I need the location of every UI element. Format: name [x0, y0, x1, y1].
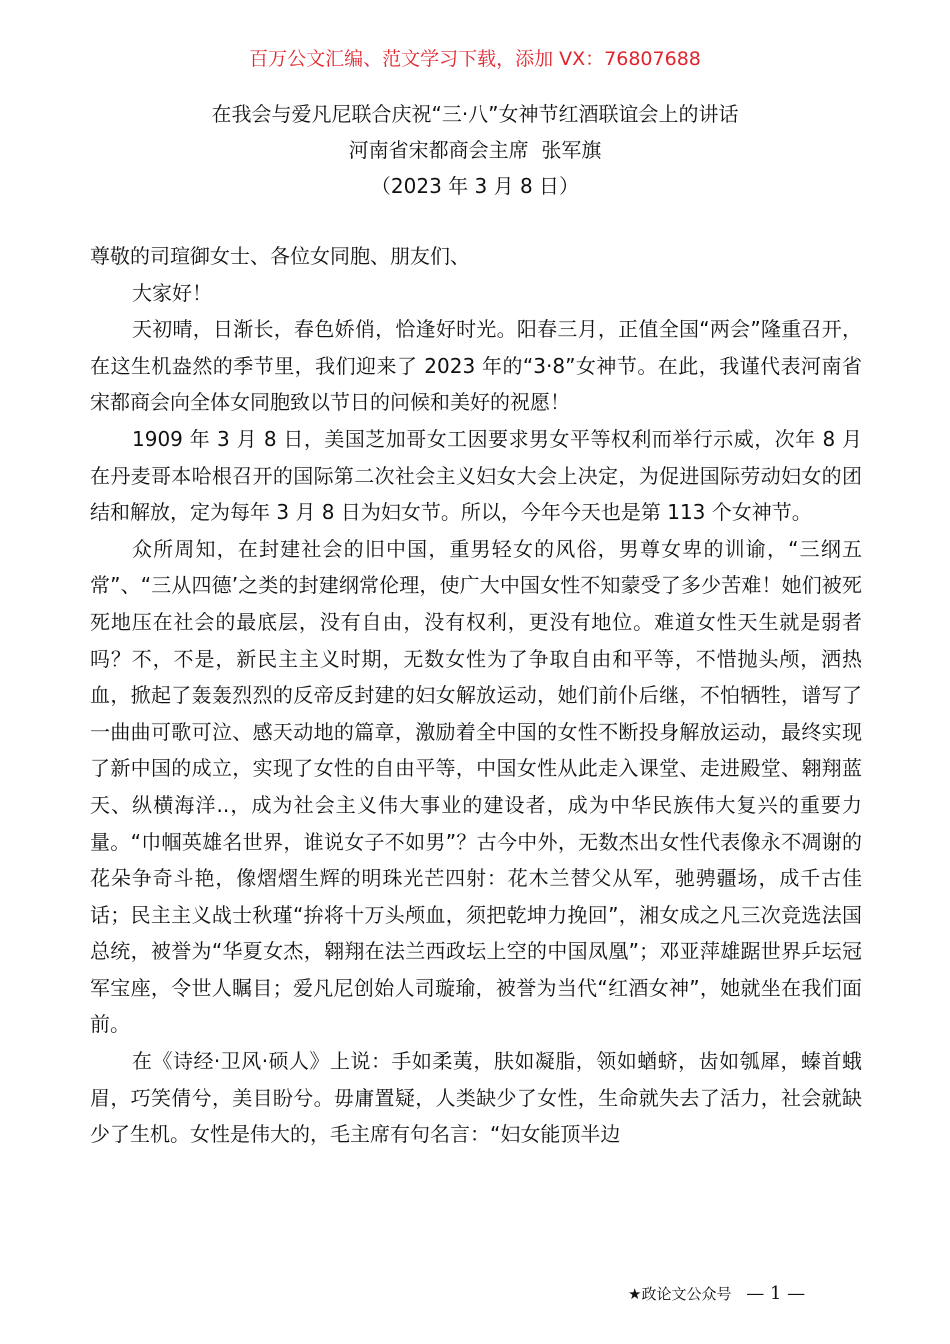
salutation: 尊敬的司瑄御女士、各位女同胞、朋友们、	[90, 244, 470, 268]
document-title-block	[0, 96, 950, 204]
page-number: — 1 —	[746, 1283, 806, 1304]
paragraph: 1909 年 3 月 8 日，美国芝加哥女工因要求男女平等权利而举行示威，次年 8 月在丹麦哥本哈根召开的国际第二次社会主义妇女大会上决定，为促进国际劳动妇女的团结和解放，定为每年 3 月 8 日为妇女节。所以，今年今天也是第 113 个女神节。	[90, 426, 862, 525]
document-author: 河南省宋都商会主席 张军旗	[348, 138, 602, 162]
paragraph: 在《诗经·卫风·硕人》上说：手如柔荑，肤如凝脂，领如蝤蛴，齿如瓠犀，螓首蛾眉，巧笑倩兮，美目盼兮。毋庸置疑，人类缺少了女性，生命就失去了活力，社会就缺少了生机。女性是伟大的，毛主席有句名言：“妇女能顶半边	[90, 1049, 862, 1147]
footer-label: ★政论文公众号	[628, 1285, 732, 1303]
paragraph: 天初晴，日渐长，春色娇俏，恰逢好时光。阳春三月，正值全国“两会”隆重召开，在这生机盎然的季节里，我们迎来了 2023 年的“3·8”女神节。在此，我谨代表河南省宋都商会向全体女同胞致以节日的问候和美好的祝愿！	[90, 317, 862, 415]
watermark-banner: 百万公文汇编、范文学习下载，添加 VX：76807688	[249, 48, 701, 70]
greeting: 大家好！	[132, 280, 212, 305]
document-date: （2023 年 3 月 8 日）	[370, 174, 580, 198]
document-body	[90, 238, 862, 1153]
page-footer	[628, 1283, 805, 1304]
document-title: 在我会与爱凡尼联合庆祝“三·八”女神节红酒联谊会上的讲话	[211, 102, 739, 126]
paragraph: 众所周知，在封建社会的旧中国，重男轻女的风俗，男尊女卑的训谕，“三纲五常”、“三从四德’之类的封建纲常伦理，使广大中国女性不知蒙受了多少苦难！她们被死死地压在社会的最底层，没有自由，没有权利，更没有地位。难道女性天生就是弱者吗？不，不是，新民主主义时期，无数女性为了争取自由和平等，不惜抛头颅，洒热血，掀起了轰轰烈烈的反帝反封建的妇女解放运动，她们前仆后继，不怕牺牲，谱写了一曲曲可歌可泣、感天动地的篇章，激励着全中国的女性不断投身解放运动，最终实现了新中国的成立，实现了女性的自由平等，中国女性从此走入课堂、走进殿堂、翱翔蓝天、纵横海洋..，成为社会主义伟大事业的建设者，成为中华民族伟大复兴的重要力量。“巾帼英雄名世界，谁说女子不如男”？古今中外，无数杰出女性代表像永不凋谢的花朵争奇斗艳，像熠熠生辉的明珠光芒四射：花木兰替父从军，驰骋疆场，成千古佳话；民主主义战士秋瑾“拚将十万头颅血，须把乾坤力挽回”，湘女成之凡三次竞选法国总统，被誉为“华夏女杰，翱翔在法兰西政坛上空的中国凤凰”；邓亚萍雄踞世界乒坛冠军宝座，令世人瞩目；爱凡尼创始人司璇瑜，被誉为当代“红酒女神”，她就坐在我们面前。	[90, 536, 862, 1037]
